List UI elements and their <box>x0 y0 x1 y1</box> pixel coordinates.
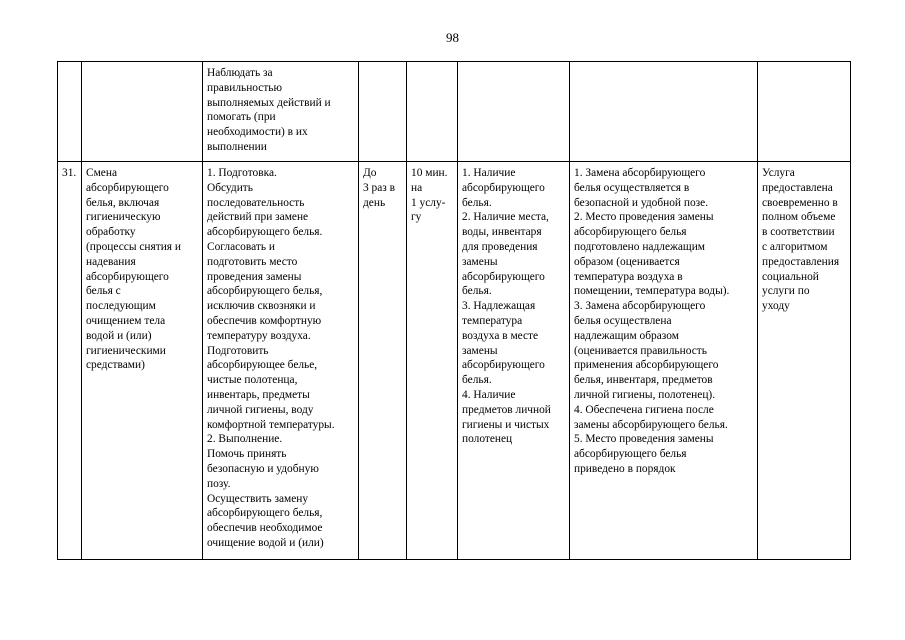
service-standards-table <box>57 61 851 560</box>
table-row <box>58 62 851 162</box>
service-name-cell: Смена абсорбирующего белья, включая гигиеническую обработку (процессы снятия и надевания абсорбирующего белья с последующим очищением тела водой и (или) гигиеническими средствами) <box>82 162 203 560</box>
service-name-cell <box>82 62 203 162</box>
service-actions-cell: Наблюдать за правильностью выполняемых действий и помогать (при необходимости) в их выполнении <box>203 62 359 162</box>
conditions-cell <box>458 62 570 162</box>
page-number: 98 <box>446 30 459 45</box>
row-number-cell: 31. <box>58 162 82 560</box>
table-row <box>58 162 851 560</box>
service-actions-cell: 1. Подготовка. Обсудить последовательность действий при замене абсорбирующего белья. Согласовать и подготовить место проведения замены абсорбирующего белья, исключив сквозняки и обеспечив комфортную температуру воздуха. Подготовить абсорбирующее белье, чистые полотенца, инвентарь, предметы личной гигиены, воду комфортной температуры. 2. Выполнение. Помочь принять безопасную и удобную позу. Осуществить замену абсорбирующего белья, обеспечив необходимое очищение водой и (или) <box>203 162 359 560</box>
quality-indicators-cell <box>570 62 758 162</box>
quality-indicators-cell: 1. Замена абсорбирующего белья осуществляется в безопасной и удобной позе. 2. Место проведения замены абсорбирующего белья подготовлено надлежащим образом (оценивается температура воздуха в помещении, температура воды). 3. Замена абсорбирующего белья осуществлена надлежащим образом (оценивается правильность применения абсорбирующего белья, инвентаря, предметов личной гигиены, полотенец). 4. Обеспечена гигиена после замены абсорбирующего белья. 5. Место проведения замены абсорбирующего белья приведено в порядок <box>570 162 758 560</box>
frequency-cell <box>359 62 407 162</box>
duration-cell <box>407 62 458 162</box>
result-cell <box>758 62 851 162</box>
frequency-cell: До 3 раз в день <box>359 162 407 560</box>
result-cell: Услуга предоставлена своевременно в полном объеме в соответствии с алгоритмом предоставления социальной услуги по уходу <box>758 162 851 560</box>
duration-cell: 10 мин. на 1 услу- гу <box>407 162 458 560</box>
conditions-cell: 1. Наличие абсорбирующего белья. 2. Наличие места, воды, инвентаря для проведения замены абсорбирующего белья. 3. Надлежащая температура воздуха в месте замены абсорбирующего белья. 4. Наличие предметов личной гигиены и чистых полотенец <box>458 162 570 560</box>
row-number-cell <box>58 62 82 162</box>
